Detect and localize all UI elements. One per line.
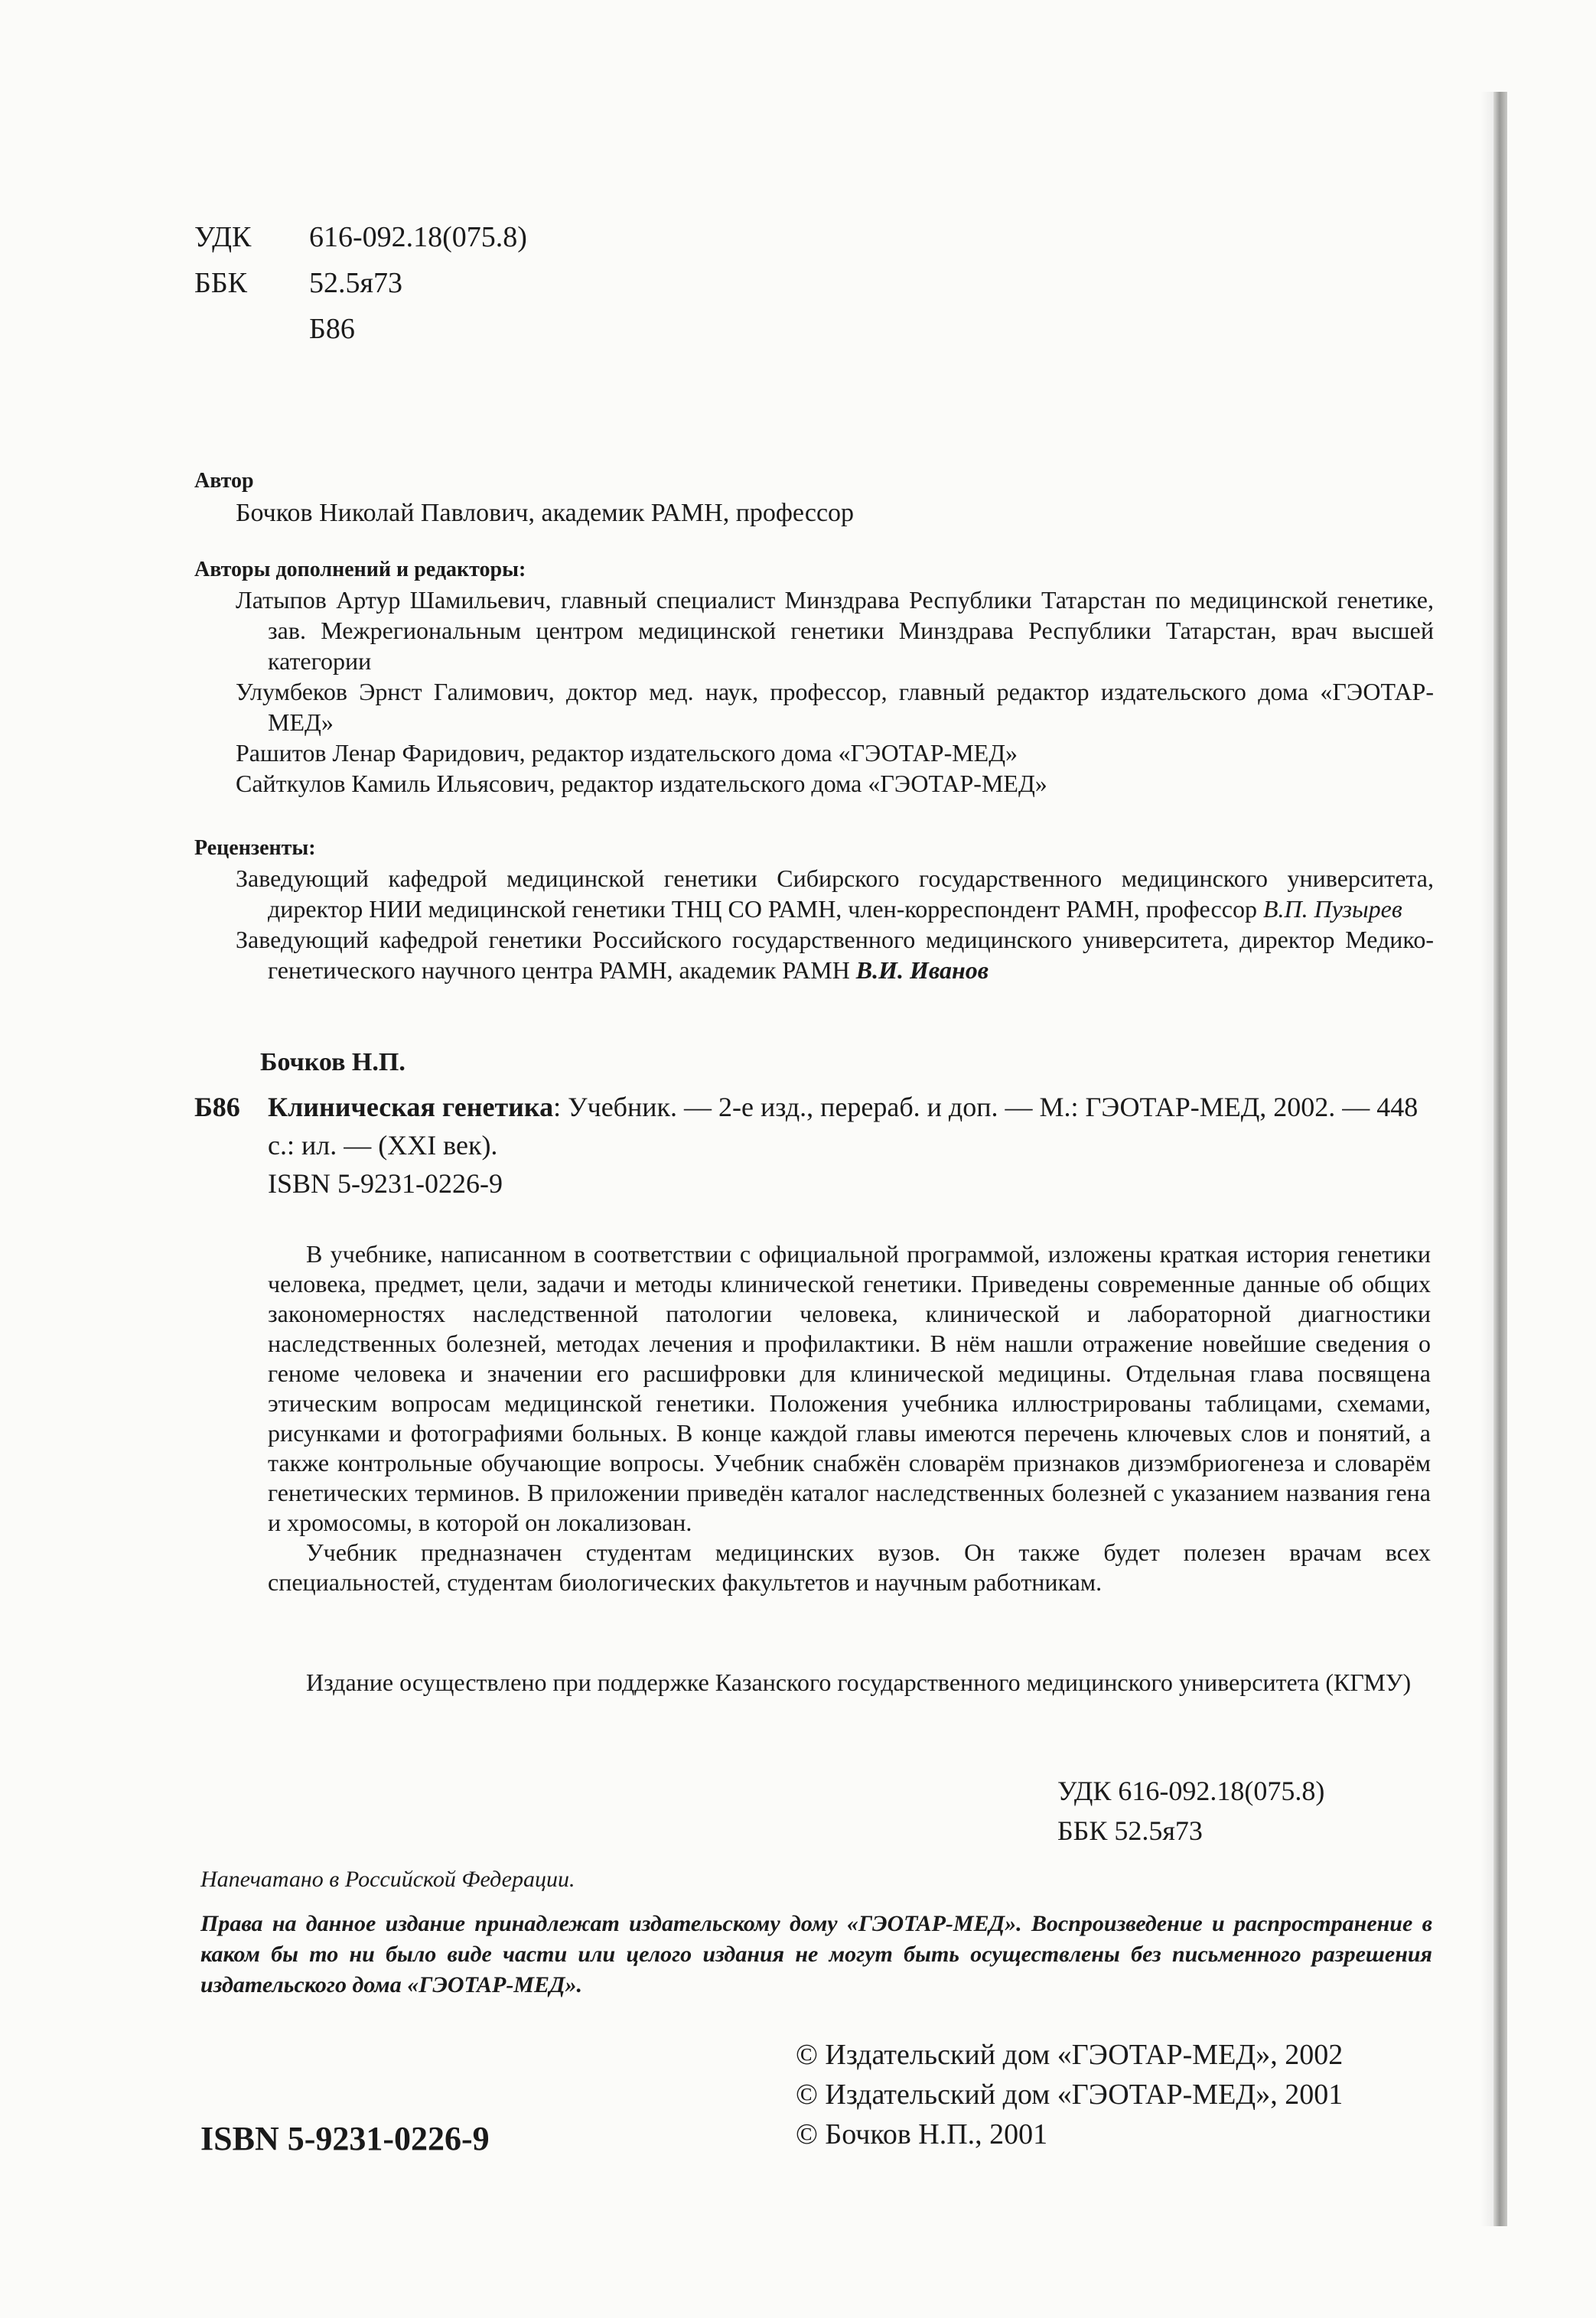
bibliographic-record [268, 1088, 1431, 1203]
editor-item: Улумбеков Эрнст Галимович, доктор мед. наук, профессор, главный редактор издательского дома «ГЭОТАР-МЕД» [236, 678, 1434, 736]
bbk-row [194, 260, 527, 306]
reviewer-item [194, 863, 1434, 924]
bbk-label: ББК [194, 267, 247, 299]
classification-block [194, 214, 527, 352]
editor-item: Рашитов Ленар Фаридович, редактор издательского дома «ГЭОТАР-МЕД» [236, 739, 1018, 767]
reviewer-item [194, 924, 1434, 985]
book-title: Клиническая генетика [268, 1092, 554, 1122]
reviewers-section [194, 834, 1434, 985]
udk-value: 616-092.18(075.8) [309, 221, 527, 253]
reviewer-name: В.И. Иванов [855, 956, 989, 984]
editor-item: Сайткулов Камиль Ильясович, редактор издательского дома «ГЭОТАР-МЕД» [236, 770, 1047, 797]
udk-row [194, 214, 527, 260]
bbk-bottom: ББК 52.5я73 [1057, 1815, 1203, 1846]
book-imprint: : Учебник. — 2-е изд., перераб. и доп. — М.: ГЭОТАР-МЕД, 2002. — 448 с.: ил. — (XXI век). [268, 1092, 1418, 1161]
reviewer-text: Заведующий кафедрой генетики Российского государственного медицинского университета, директор Медико-генетического научного центра РАМН, академик РАМН [236, 926, 1434, 984]
book-isbn: ISBN 5-9231-0226-9 [268, 1168, 503, 1199]
author-name: Бочков Николай Павлович, академик РАМН, профессор [236, 499, 855, 527]
bbk-value: 52.5я73 [309, 267, 402, 299]
udk-label: УДК [194, 221, 252, 253]
copyright-block [796, 2035, 1343, 2154]
reviewer-text: Заведующий кафедрой медицинской генетики Сибирского государственного медицинского университета, директор НИИ медицинской генетики ТНЦ СО РАМН, член-корреспондент РАМН, профессор [236, 864, 1434, 923]
udk-bottom: УДК 616-092.18(075.8) [1057, 1776, 1325, 1806]
rights-notice: Права на данное издание принадлежат издательскому дому «ГЭОТАР-МЕД». Воспроизведение и распространение в каком бы то ни было виде части или целого издания не могут быть осуществлены без письменного разрешения издательского дома «ГЭОТАР-МЕД». [200, 1911, 1432, 1997]
annotation-paragraph: В учебнике, написанном в соответствии с официальной программой, изложены краткая история генетики человека, предмет, цели, задачи и методы клинической генетики. Приведены современные данные об общих закономерностях наследственной патологии человека, клинической и лабораторной диагностики наследственных болезней, методах лечения и профилактики. В нём нашли отражение новейшие сведения о геноме человека и значении его расшифровки для клинической медицины. Отдельная глава посвящена этическим вопросам медицинской генетики. Положения учебника иллюстрированы таблицами, схемами, рисунками и фотографиями больных. В конце каждой главы имеются перечень ключевых слов и понятий, а также контрольные обучающие вопросы. Учебник снабжён словарём признаков дизэмбриогенеза и словарём генетических терминов. В приложении приведён каталог наследственных болезней с указанием названия гена и хромосомы, в которой он локализован. [268, 1240, 1431, 1536]
biblio-author: Бочков Н.П. [260, 1048, 406, 1076]
author-code: Б86 [309, 313, 355, 345]
reviewers-heading: Рецензенты: [194, 836, 316, 860]
printed-in-note: Напечатано в Российской Федерации. [200, 1867, 575, 1892]
isbn-large: ISBN 5-9231-0226-9 [200, 2120, 490, 2157]
classification-bottom [1057, 1771, 1324, 1851]
biblio-code: Б86 [194, 1092, 240, 1122]
editors-heading: Авторы дополнений и редакторы: [194, 558, 526, 581]
author-section [194, 467, 1434, 531]
editors-section [194, 555, 1434, 799]
author-heading: Автор [194, 469, 254, 493]
copyright-line: © Бочков Н.П., 2001 [796, 2118, 1048, 2150]
author-code-row [194, 306, 527, 352]
copyright-line: © Издательский дом «ГЭОТАР-МЕД», 2001 [796, 2079, 1344, 2111]
reviewer-name: В.П. Пузырев [1262, 895, 1402, 923]
page-gutter-shadow [1480, 92, 1494, 2226]
editor-item: Латыпов Артур Шамильевич, главный специалист Минздрава Республики Татарстан по медицинской генетике, зав. Межрегиональным центром медицинской генетики Минздрава Республики Татарстан, врач высшей категории [236, 586, 1434, 675]
book-spine-edge [1493, 92, 1507, 2226]
annotation-paragraph: Учебник предназначен студентам медицинских вузов. Он также будет полезен врачам всех специальностей, студентам биологических факультетов и научным работникам. [268, 1538, 1431, 1596]
support-note: Издание осуществлено при поддержке Казанского государственного медицинского университета (КГМУ) [306, 1669, 1412, 1696]
annotation [268, 1239, 1431, 1597]
copyright-line: © Издательский дом «ГЭОТАР-МЕД», 2002 [796, 2039, 1344, 2071]
